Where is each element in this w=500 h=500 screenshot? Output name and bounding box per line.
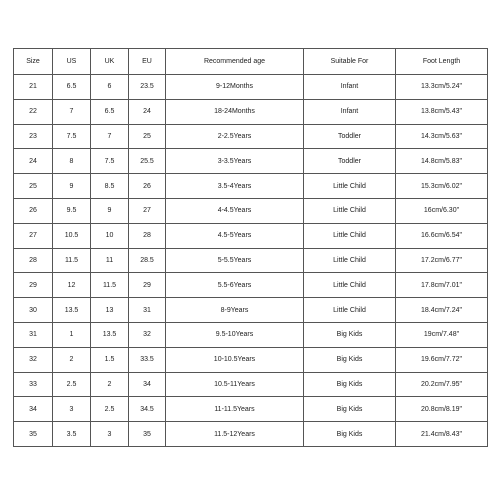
header-size: Size	[14, 49, 53, 75]
cell-eu: 28	[129, 223, 166, 248]
header-suitable-for: Suitable For	[304, 49, 396, 75]
cell-recommended-age: 11-11.5Years	[166, 397, 304, 422]
cell-uk: 7	[91, 124, 129, 149]
cell-suitable-for: Big Kids	[304, 347, 396, 372]
cell-eu: 29	[129, 273, 166, 298]
cell-foot-length: 13.3cm/5.24"	[396, 75, 488, 100]
cell-recommended-age: 5.5-6Years	[166, 273, 304, 298]
cell-us: 10.5	[53, 223, 91, 248]
cell-eu: 27	[129, 198, 166, 223]
cell-suitable-for: Little Child	[304, 223, 396, 248]
size-chart-table	[13, 48, 488, 447]
table-row	[14, 372, 488, 397]
cell-foot-length: 16cm/6.30"	[396, 198, 488, 223]
cell-uk: 9	[91, 198, 129, 223]
cell-us: 3	[53, 397, 91, 422]
table-row	[14, 322, 488, 347]
cell-recommended-age: 5-5.5Years	[166, 248, 304, 273]
cell-recommended-age: 10.5-11Years	[166, 372, 304, 397]
cell-foot-length: 19cm/7.48"	[396, 322, 488, 347]
cell-foot-length: 14.3cm/5.63"	[396, 124, 488, 149]
cell-recommended-age: 4-4.5Years	[166, 198, 304, 223]
table-body	[14, 75, 488, 447]
cell-us: 3.5	[53, 422, 91, 447]
cell-uk: 13.5	[91, 322, 129, 347]
cell-us: 6.5	[53, 75, 91, 100]
cell-recommended-age: 9.5-10Years	[166, 322, 304, 347]
cell-recommended-age: 3-3.5Years	[166, 149, 304, 174]
header-row	[14, 49, 488, 75]
header-eu: EU	[129, 49, 166, 75]
cell-suitable-for: Little Child	[304, 248, 396, 273]
cell-suitable-for: Big Kids	[304, 322, 396, 347]
cell-size: 25	[14, 174, 53, 199]
cell-foot-length: 15.3cm/6.02"	[396, 174, 488, 199]
cell-size: 29	[14, 273, 53, 298]
cell-foot-length: 21.4cm/8.43"	[396, 422, 488, 447]
cell-size: 24	[14, 149, 53, 174]
cell-eu: 33.5	[129, 347, 166, 372]
cell-eu: 34.5	[129, 397, 166, 422]
cell-eu: 24	[129, 99, 166, 124]
cell-foot-length: 13.8cm/5.43"	[396, 99, 488, 124]
cell-eu: 31	[129, 298, 166, 323]
cell-us: 12	[53, 273, 91, 298]
cell-recommended-age: 4.5-5Years	[166, 223, 304, 248]
cell-suitable-for: Little Child	[304, 298, 396, 323]
table-row	[14, 198, 488, 223]
cell-recommended-age: 10-10.5Years	[166, 347, 304, 372]
cell-suitable-for: Little Child	[304, 174, 396, 199]
cell-us: 11.5	[53, 248, 91, 273]
cell-size: 32	[14, 347, 53, 372]
cell-suitable-for: Big Kids	[304, 397, 396, 422]
cell-size: 22	[14, 99, 53, 124]
cell-eu: 35	[129, 422, 166, 447]
header-foot-length: Foot Length	[396, 49, 488, 75]
table-row	[14, 174, 488, 199]
cell-recommended-age: 2-2.5Years	[166, 124, 304, 149]
cell-us: 13.5	[53, 298, 91, 323]
cell-suitable-for: Little Child	[304, 273, 396, 298]
cell-foot-length: 14.8cm/5.83"	[396, 149, 488, 174]
header-uk: UK	[91, 49, 129, 75]
cell-uk: 2.5	[91, 397, 129, 422]
table-row	[14, 149, 488, 174]
cell-recommended-age: 3.5-4Years	[166, 174, 304, 199]
cell-eu: 25.5	[129, 149, 166, 174]
table-row	[14, 248, 488, 273]
cell-uk: 2	[91, 372, 129, 397]
cell-size: 33	[14, 372, 53, 397]
table-row	[14, 422, 488, 447]
cell-uk: 13	[91, 298, 129, 323]
cell-suitable-for: Toddler	[304, 149, 396, 174]
table-row	[14, 347, 488, 372]
cell-us: 9.5	[53, 198, 91, 223]
cell-foot-length: 17.2cm/6.77"	[396, 248, 488, 273]
cell-size: 31	[14, 322, 53, 347]
cell-size: 23	[14, 124, 53, 149]
cell-size: 34	[14, 397, 53, 422]
cell-size: 28	[14, 248, 53, 273]
cell-us: 1	[53, 322, 91, 347]
header-recommended-age: Recommended age	[166, 49, 304, 75]
cell-foot-length: 16.6cm/6.54"	[396, 223, 488, 248]
cell-suitable-for: Infant	[304, 75, 396, 100]
table-row	[14, 124, 488, 149]
cell-eu: 34	[129, 372, 166, 397]
cell-foot-length: 17.8cm/7.01"	[396, 273, 488, 298]
cell-us: 2	[53, 347, 91, 372]
cell-us: 7	[53, 99, 91, 124]
cell-us: 2.5	[53, 372, 91, 397]
cell-uk: 10	[91, 223, 129, 248]
cell-size: 35	[14, 422, 53, 447]
cell-uk: 11.5	[91, 273, 129, 298]
cell-us: 7.5	[53, 124, 91, 149]
table-row	[14, 75, 488, 100]
cell-eu: 26	[129, 174, 166, 199]
cell-uk: 1.5	[91, 347, 129, 372]
cell-foot-length: 20.8cm/8.19"	[396, 397, 488, 422]
cell-uk: 7.5	[91, 149, 129, 174]
cell-size: 30	[14, 298, 53, 323]
cell-uk: 6.5	[91, 99, 129, 124]
cell-size: 21	[14, 75, 53, 100]
cell-suitable-for: Toddler	[304, 124, 396, 149]
table-row	[14, 223, 488, 248]
cell-size: 27	[14, 223, 53, 248]
table-row	[14, 99, 488, 124]
cell-suitable-for: Infant	[304, 99, 396, 124]
cell-us: 8	[53, 149, 91, 174]
cell-uk: 6	[91, 75, 129, 100]
table-row	[14, 397, 488, 422]
cell-suitable-for: Big Kids	[304, 372, 396, 397]
cell-uk: 11	[91, 248, 129, 273]
cell-foot-length: 18.4cm/7.24"	[396, 298, 488, 323]
table-row	[14, 298, 488, 323]
cell-eu: 25	[129, 124, 166, 149]
cell-uk: 3	[91, 422, 129, 447]
cell-suitable-for: Big Kids	[304, 422, 396, 447]
cell-eu: 23.5	[129, 75, 166, 100]
cell-size: 26	[14, 198, 53, 223]
table-row	[14, 273, 488, 298]
cell-recommended-age: 8-9Years	[166, 298, 304, 323]
cell-recommended-age: 11.5-12Years	[166, 422, 304, 447]
cell-foot-length: 20.2cm/7.95"	[396, 372, 488, 397]
cell-foot-length: 19.6cm/7.72"	[396, 347, 488, 372]
cell-us: 9	[53, 174, 91, 199]
cell-uk: 8.5	[91, 174, 129, 199]
cell-recommended-age: 9-12Months	[166, 75, 304, 100]
cell-eu: 32	[129, 322, 166, 347]
cell-suitable-for: Little Child	[304, 198, 396, 223]
header-us: US	[53, 49, 91, 75]
cell-recommended-age: 18-24Months	[166, 99, 304, 124]
cell-eu: 28.5	[129, 248, 166, 273]
